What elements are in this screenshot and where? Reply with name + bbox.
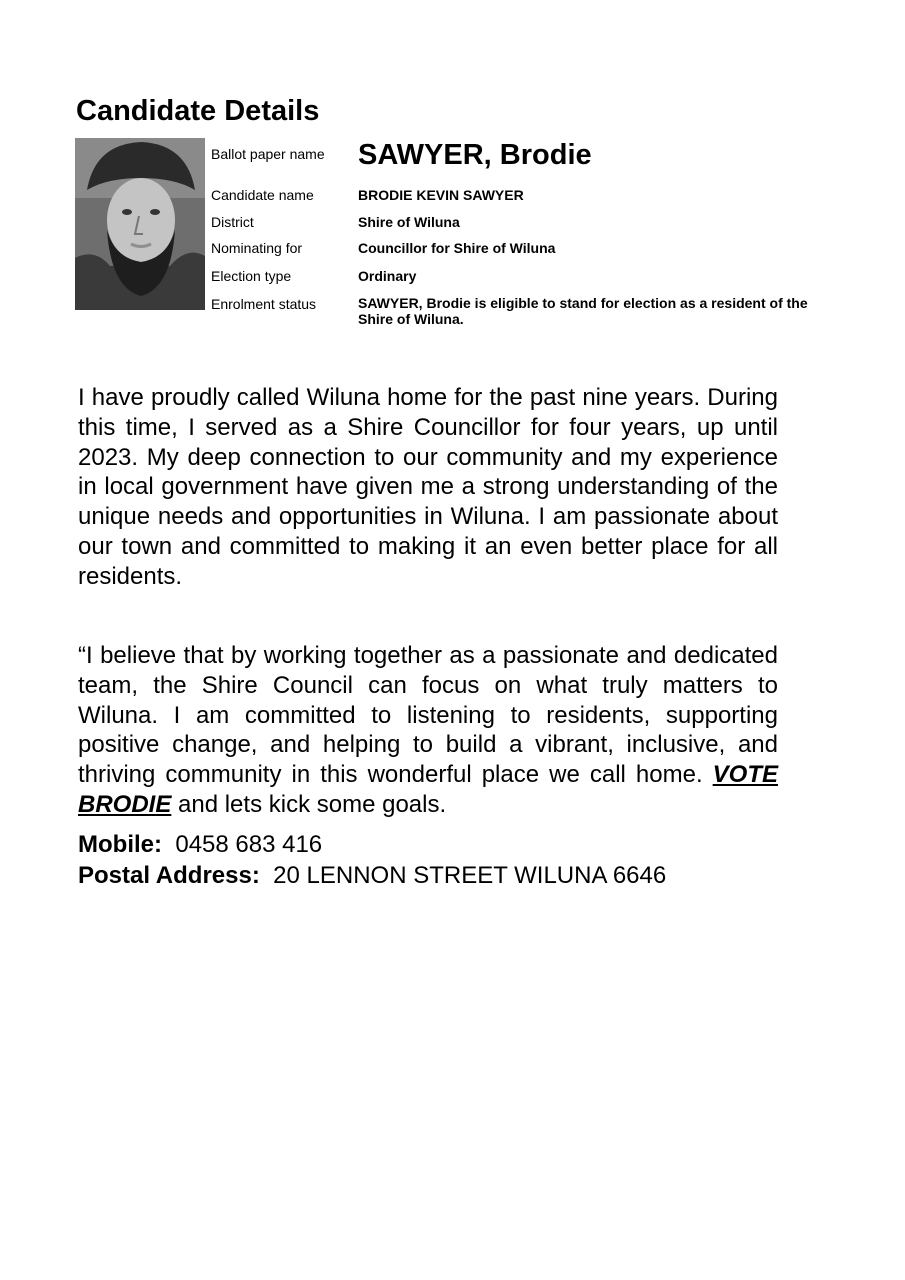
ballot-paper-name-value: SAWYER, Brodie bbox=[358, 139, 592, 171]
election-type-value: Ordinary bbox=[358, 268, 417, 284]
postal-address-line bbox=[78, 861, 666, 891]
vote-brodie-text: VOTE BRODIE bbox=[78, 761, 778, 818]
postal-address-label: Postal Address: bbox=[78, 862, 260, 889]
election-type-label: Election type bbox=[211, 268, 292, 284]
nominating-for-value: Councillor for Shire of Wiluna bbox=[358, 240, 556, 256]
statement-paragraph-2-end: and lets kick some goals. bbox=[171, 790, 447, 818]
nominating-for-label: Nominating for bbox=[211, 240, 303, 256]
mobile-value: 0458 683 416 bbox=[175, 831, 323, 858]
statement-paragraph-1: I have proudly called Wiluna home for the past nine years. During this time, I served as a Shire Councillor for four years, up until 2023. My deep connection to our community and my experience in local government have given me a strong understanding of the unique needs and opportunities in Wiluna. I am passionate about our town and committed to making it an even better place for all residents. bbox=[78, 384, 778, 590]
statement-paragraph-2 bbox=[78, 641, 778, 820]
district-label: District bbox=[211, 214, 254, 230]
portrait-icon bbox=[75, 138, 205, 310]
enrolment-status-label: Enrolment status bbox=[211, 296, 317, 312]
candidate-photo bbox=[75, 138, 205, 310]
district-value: Shire of Wiluna bbox=[358, 214, 460, 230]
page-title: Candidate Details bbox=[76, 95, 320, 127]
statement-paragraph-2-start: “I believe that by working together as a passionate and dedicated team, the Shire Council can focus on what truly matters to Wiluna. I am committed to listening to residents, supporting positive change, and helping to build a vibrant, inclusive, and thriving community in this wonderful place we call home. bbox=[78, 642, 778, 789]
ballot-paper-name-label: Ballot paper name bbox=[211, 146, 325, 162]
candidate-name-label: Candidate name bbox=[211, 187, 314, 203]
postal-address-value: 20 LENNON STREET WILUNA 6646 bbox=[273, 862, 667, 889]
mobile-label: Mobile: bbox=[78, 831, 162, 858]
mobile-line bbox=[78, 830, 322, 860]
enrolment-status-value: SAWYER, Brodie is eligible to stand for election as a resident of the Shire of Wiluna. bbox=[358, 295, 808, 327]
candidate-name-value: BRODIE KEVIN SAWYER bbox=[358, 187, 524, 203]
